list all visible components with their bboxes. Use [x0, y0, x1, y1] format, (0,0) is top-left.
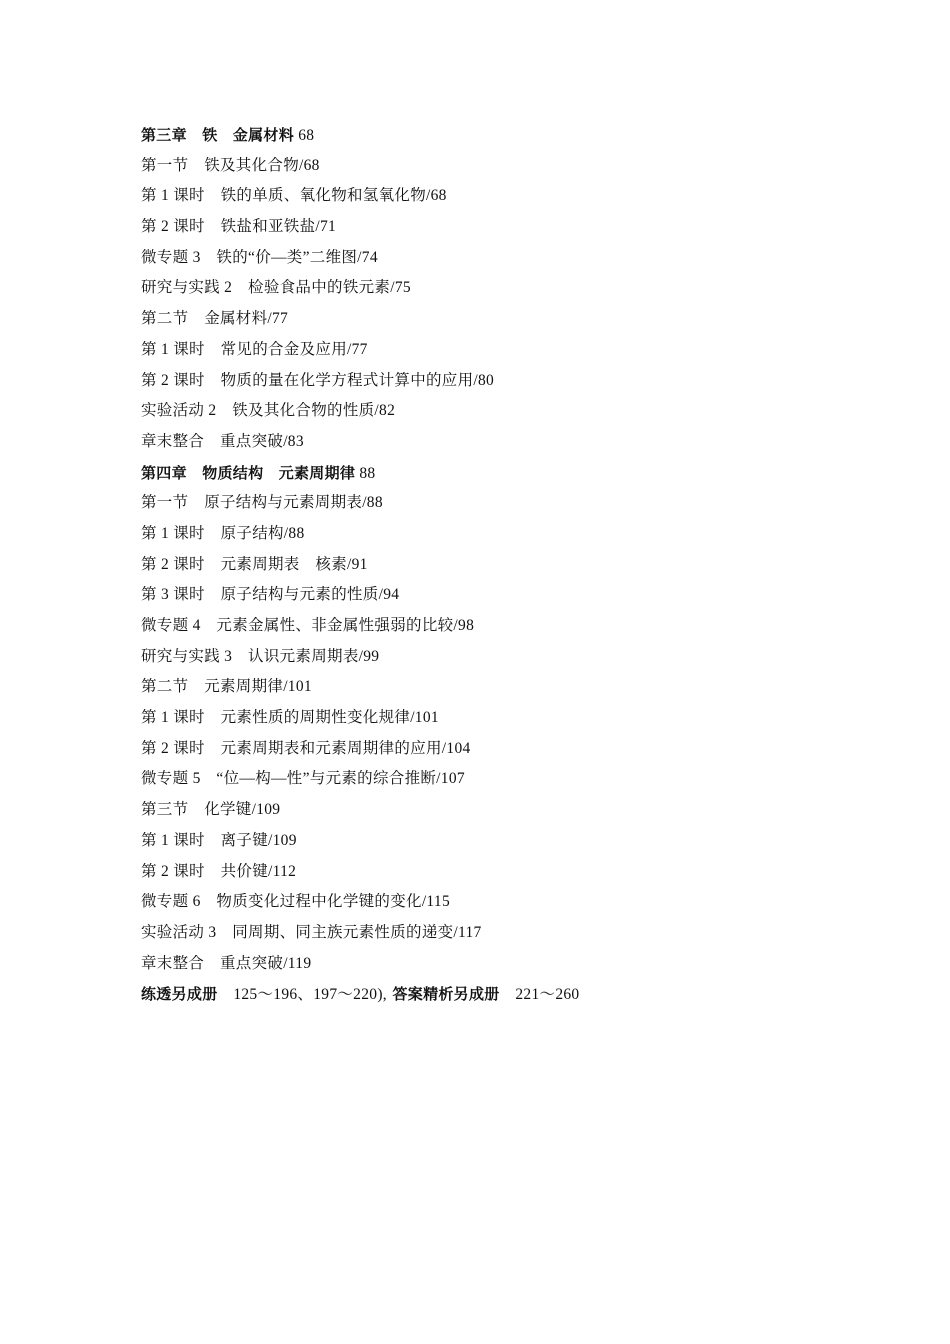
lesson-entry[interactable]: 第 2 课时 共价键/112 [141, 862, 297, 880]
chapter-title: 第四章 物质结构 元素周期律 [141, 463, 356, 482]
lesson-entry[interactable]: 第 2 课时 铁盐和亚铁盐/71 [141, 218, 337, 236]
practice-entry[interactable]: 研究与实践 2 检验食品中的铁元素/75 [141, 279, 411, 297]
topic-entry[interactable]: 微专题 3 铁的“价—类”二维图/74 [141, 248, 378, 266]
chapter-page: 68 [294, 127, 315, 144]
table-of-contents [141, 120, 901, 1010]
supplement-note [141, 979, 901, 1010]
chapter-heading[interactable] [141, 458, 901, 489]
lesson-entry[interactable]: 第 1 课时 原子结构/88 [141, 524, 305, 542]
section-entry[interactable]: 第一节 原子结构与元素周期表/88 [141, 494, 383, 512]
topic-entry[interactable]: 微专题 6 物质变化过程中化学键的变化/115 [141, 893, 451, 911]
lesson-entry[interactable]: 第 1 课时 常见的合金及应用/77 [141, 340, 368, 358]
chapter-title: 第三章 铁 金属材料 [141, 126, 295, 144]
experiment-entry[interactable]: 实验活动 3 同周期、同主族元素性质的递变/117 [141, 923, 482, 941]
chapter-page: 88 [355, 464, 376, 482]
answer-booklet-range: 221～260 [499, 986, 580, 1004]
section-entry[interactable]: 第三节 化学键/109 [141, 801, 281, 819]
lesson-entry[interactable]: 第 1 课时 离子键/109 [141, 831, 297, 849]
topic-entry[interactable]: 微专题 4 元素金属性、非金属性强弱的比较/98 [141, 617, 475, 634]
section-entry[interactable]: 第一节 铁及其化合物/68 [141, 156, 320, 174]
lesson-entry[interactable]: 第 1 课时 铁的单质、氧化物和氢氧化物/68 [141, 187, 447, 205]
lesson-entry[interactable]: 第 2 课时 元素周期表和元素周期律的应用/104 [141, 739, 471, 757]
practice-booklet-label: 练透另成册 [141, 985, 218, 1004]
practice-booklet-range: 125～196、197～220), [217, 986, 387, 1004]
section-entry[interactable]: 第二节 金属材料/77 [141, 310, 289, 328]
lesson-entry[interactable]: 第 2 课时 元素周期表 核素/91 [141, 555, 368, 573]
experiment-entry[interactable]: 实验活动 2 铁及其化合物的性质/82 [141, 402, 396, 420]
chapter-heading[interactable] [141, 120, 901, 151]
lesson-entry[interactable]: 第 1 课时 元素性质的周期性变化规律/101 [141, 709, 439, 727]
topic-entry[interactable]: 微专题 5 “位—构—性”与元素的综合推断/107 [141, 770, 465, 788]
lesson-entry[interactable]: 第 2 课时 物质的量在化学方程式计算中的应用/80 [141, 371, 495, 389]
section-entry[interactable]: 第二节 元素周期律/101 [141, 678, 312, 696]
practice-entry[interactable]: 研究与实践 3 认识元素周期表/99 [141, 647, 380, 665]
review-entry[interactable]: 章末整合 重点突破/119 [141, 954, 312, 972]
lesson-entry[interactable]: 第 3 课时 原子结构与元素的性质/94 [141, 586, 400, 604]
answer-booklet-label: 答案精析另成册 [386, 985, 500, 1004]
review-entry[interactable]: 章末整合 重点突破/83 [141, 432, 304, 450]
